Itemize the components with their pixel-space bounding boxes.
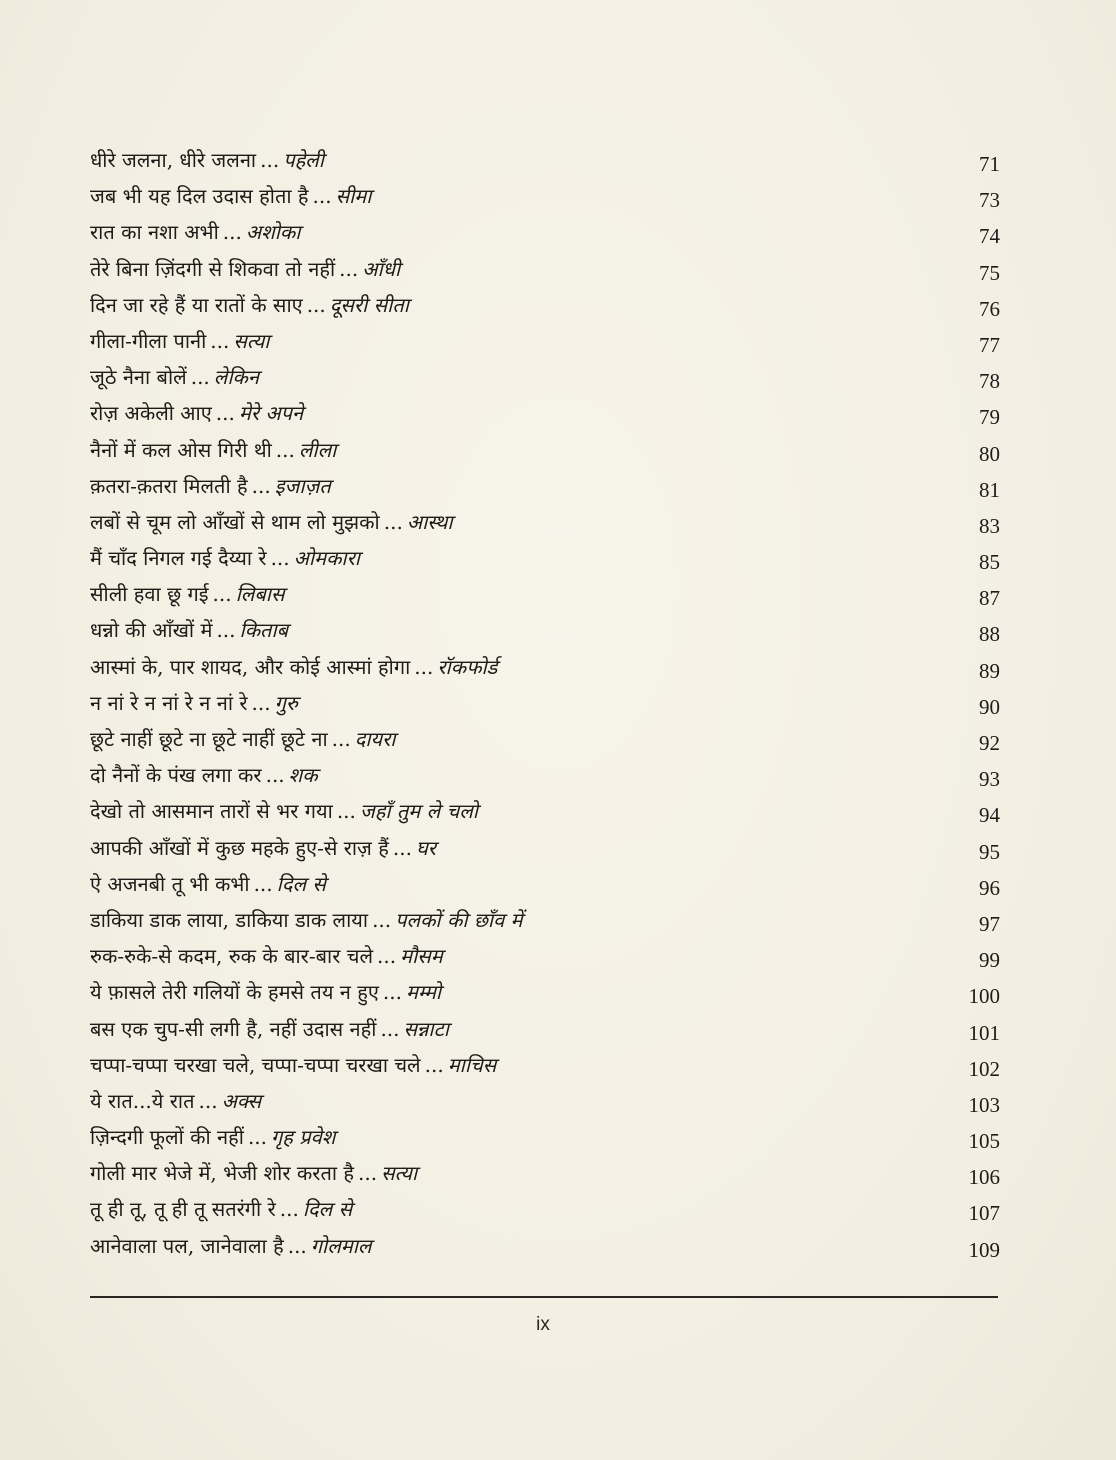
entry-text <box>90 685 940 721</box>
toc-entry <box>90 1047 1000 1083</box>
song-title: छूटे नाहीं छूटे ना छूटे नाहीं छूटे ना <box>90 727 328 751</box>
entry-text <box>90 902 940 938</box>
entry-text <box>90 649 940 685</box>
film-name: रॉकफोर्ड <box>437 654 498 679</box>
entry-separator: ... <box>275 437 295 462</box>
entry-separator: ... <box>247 1125 268 1150</box>
entry-separator: ... <box>372 907 392 932</box>
toc-entry <box>90 793 1000 829</box>
film-name: शक <box>288 763 318 788</box>
entry-separator: ... <box>251 473 271 498</box>
table-of-contents <box>90 142 1000 1264</box>
page-number-ref: 109 <box>968 1237 1000 1262</box>
page-number-ref: 81 <box>979 477 1000 502</box>
toc-entry <box>90 1191 1000 1227</box>
toc-entry <box>90 323 1000 359</box>
entry-separator: ... <box>392 835 412 860</box>
entry-text <box>90 359 940 395</box>
song-title: ज़िन्दगी फूलों की नहीं <box>90 1125 244 1150</box>
film-name: गुरु <box>274 690 298 715</box>
entry-separator: ... <box>339 256 359 281</box>
toc-entry <box>90 974 1000 1010</box>
film-name: सत्या <box>381 1161 418 1186</box>
entry-text <box>90 1228 940 1264</box>
toc-entry <box>90 1011 1000 1047</box>
page-number-ref: 83 <box>979 513 1000 538</box>
entry-text <box>90 142 940 178</box>
entry-text <box>90 214 940 250</box>
entry-separator: ... <box>336 799 356 824</box>
entry-text <box>90 1155 940 1191</box>
page-number-ref: 79 <box>979 405 1000 430</box>
page-number-ref: 90 <box>979 694 1000 719</box>
toc-entry <box>90 468 1000 504</box>
entry-text <box>90 757 940 793</box>
song-title: तू ही तू, तू ही तू सतरंगी रे <box>90 1197 276 1222</box>
film-name: पलकों की छाँव में <box>395 907 523 932</box>
film-name: गोलमाल <box>310 1233 372 1258</box>
toc-entry <box>90 685 1000 721</box>
entry-text <box>90 287 940 323</box>
song-title: गीला-गीला पानी <box>90 328 207 353</box>
film-name: सीमा <box>335 184 372 209</box>
page-number-ref: 97 <box>979 911 1000 936</box>
song-title: ये फ़ासले तेरी गलियों के हमसे तय न हुए <box>90 980 379 1005</box>
film-name: इजाज़त <box>274 473 331 498</box>
film-name: मम्मो <box>406 980 442 1005</box>
toc-entry <box>90 938 1000 974</box>
entry-separator: ... <box>358 1161 378 1186</box>
toc-entry <box>90 142 1000 178</box>
toc-entry <box>90 178 1000 214</box>
page-number-ref: 107 <box>968 1201 1000 1226</box>
song-title: ऐ अजनबी तू भी कभी <box>90 871 250 896</box>
entry-text <box>90 1047 940 1083</box>
page-number-ref: 71 <box>979 152 1000 176</box>
entry-separator: ... <box>312 184 332 209</box>
song-title: मैं चाँद निगल गई दैय्या रे <box>90 546 267 571</box>
entry-separator: ... <box>216 618 236 643</box>
entry-separator: ... <box>270 546 290 571</box>
entry-separator: ... <box>210 328 230 353</box>
song-title: धन्नो की आँखों में <box>90 618 213 643</box>
song-title: रुक-रुके-से कदम, रुक के बार-बार चले <box>90 944 374 969</box>
entry-separator: ... <box>377 944 397 969</box>
song-title: देखो तो आसमान तारों से भर गया <box>90 799 333 824</box>
film-name: लिबास <box>235 582 285 607</box>
entry-text <box>90 395 940 431</box>
toc-entry <box>90 757 1000 793</box>
toc-entry <box>90 1155 1000 1191</box>
film-name: अक्स <box>221 1088 262 1113</box>
entry-text <box>90 793 940 829</box>
entry-text <box>90 504 940 540</box>
film-name: दूसरी सीता <box>329 292 409 317</box>
song-title: नैनों में कल ओस गिरी थी <box>90 437 272 462</box>
toc-entry <box>90 1083 1000 1119</box>
toc-entry <box>90 359 1000 395</box>
film-name: दिल से <box>302 1197 353 1222</box>
entry-separator: ... <box>251 690 271 715</box>
film-name: जहाँ तुम ले चलो <box>359 799 478 824</box>
page-number-ref: 75 <box>979 260 1000 285</box>
song-title: आपकी आँखों में कुछ महके हुए-से राज़ हैं <box>90 835 389 860</box>
song-title: चप्पा-चप्पा चरखा चले, चप्पा-चप्पा चरखा चले <box>90 1052 421 1077</box>
entry-separator: ... <box>253 871 273 896</box>
page-number-ref: 95 <box>979 839 1000 864</box>
song-title: डाकिया डाक लाया, डाकिया डाक लाया <box>90 907 369 932</box>
film-name: दिल से <box>276 871 326 896</box>
toc-entry <box>90 866 1000 902</box>
film-name: ओमकारा <box>293 546 360 571</box>
film-name: लीला <box>298 437 337 462</box>
entry-separator: ... <box>306 292 326 317</box>
toc-entry <box>90 504 1000 540</box>
film-name: लेकिन <box>213 365 259 390</box>
song-title: ये रात...ये रात <box>90 1088 195 1113</box>
page-number-ref: 77 <box>979 332 1000 357</box>
page-number-ref: 105 <box>968 1129 1000 1154</box>
toc-entry <box>90 576 1000 612</box>
toc-entry <box>90 612 1000 648</box>
entry-separator: ... <box>260 148 280 172</box>
entry-text <box>90 1083 940 1119</box>
entry-separator: ... <box>331 727 351 751</box>
toc-entry <box>90 1228 1000 1264</box>
entry-separator: ... <box>212 582 232 607</box>
entry-text <box>90 1191 940 1227</box>
film-name: मौसम <box>400 944 443 969</box>
page-number-ref: 94 <box>979 803 1000 828</box>
film-name: दायरा <box>354 727 396 751</box>
song-title: धीरे जलना, धीरे जलना <box>90 148 257 172</box>
film-name: सन्नाटा <box>403 1016 449 1041</box>
page-number-ref: 73 <box>979 188 1000 213</box>
entry-text <box>90 432 940 468</box>
entry-text <box>90 721 940 757</box>
song-title: गोली मार भेजे में, भेजी शोर करता है <box>90 1161 354 1186</box>
song-title: जब भी यह दिल उदास होता है <box>90 184 309 209</box>
song-title: जूठे नैना बोलें <box>90 365 187 390</box>
entry-separator: ... <box>380 1016 400 1041</box>
page-number-ref: 74 <box>979 224 1000 249</box>
page-number-ref: 93 <box>979 767 1000 792</box>
page-number-ref: 80 <box>979 441 1000 466</box>
page-number-ref: 88 <box>979 622 1000 647</box>
toc-entry <box>90 540 1000 576</box>
entry-separator: ... <box>279 1197 299 1222</box>
song-title: क़तरा-क़तरा मिलती है <box>90 473 248 498</box>
entry-text <box>90 576 940 612</box>
film-name: मेरे अपने <box>238 401 304 426</box>
entry-separator: ... <box>287 1233 307 1258</box>
page-number-ref: 102 <box>968 1056 1000 1081</box>
entry-text <box>90 938 940 974</box>
page-number-ref: 100 <box>968 984 1000 1009</box>
entry-text <box>90 830 940 866</box>
song-title: न नां रे न नां रे न नां रे <box>90 690 248 715</box>
entry-separator: ... <box>215 401 235 426</box>
film-name: अशोका <box>245 220 301 245</box>
film-name: आस्था <box>406 509 453 534</box>
page-number-ref: 87 <box>979 586 1000 611</box>
song-title: रोज़ अकेली आए <box>90 401 212 426</box>
song-title: रात का नशा अभी <box>90 220 219 245</box>
toc-entry <box>90 432 1000 468</box>
toc-entry <box>90 395 1000 431</box>
entry-text <box>90 612 940 648</box>
entry-separator: ... <box>424 1052 444 1077</box>
song-title: तेरे बिना ज़िंदगी से शिकवा तो नहीं <box>90 256 336 281</box>
entry-separator: ... <box>198 1088 218 1113</box>
song-title: दिन जा रहे हैं या रातों के साए <box>90 292 303 317</box>
song-title: दो नैनों के पंख लगा कर <box>90 763 262 788</box>
entry-text <box>90 251 940 287</box>
song-title: लबों से चूम लो आँखों से थाम लो मुझको <box>90 509 380 534</box>
entry-separator: ... <box>383 509 403 534</box>
toc-entry <box>90 649 1000 685</box>
page-number: ix <box>536 1314 550 1335</box>
entry-text <box>90 1119 940 1155</box>
entry-separator: ... <box>190 365 210 390</box>
film-name: आँधी <box>362 256 401 281</box>
song-title: आनेवाला पल, जानेवाला है <box>90 1233 284 1258</box>
page-number-ref: 103 <box>968 1092 1000 1117</box>
entry-text <box>90 540 940 576</box>
song-title: बस एक चुप-सी लगी है, नहीं उदास नहीं <box>90 1016 377 1041</box>
entry-text <box>90 1011 940 1047</box>
page-number-ref: 106 <box>968 1165 1000 1190</box>
song-title: आस्मां के, पार शायद, और कोई आस्मां होगा <box>90 654 411 679</box>
page-number-ref: 99 <box>979 948 1000 973</box>
film-name: घर <box>415 835 436 860</box>
entry-separator: ... <box>382 980 402 1005</box>
toc-entry <box>90 721 1000 757</box>
toc-entry <box>90 830 1000 866</box>
page-number-ref: 78 <box>979 369 1000 394</box>
toc-entry <box>90 251 1000 287</box>
entry-text <box>90 178 940 214</box>
page-number-ref: 89 <box>979 658 1000 683</box>
entry-text <box>90 866 940 902</box>
song-title: सीली हवा छू गई <box>90 582 209 607</box>
film-name: गृह प्रवेश <box>271 1125 336 1150</box>
toc-entry <box>90 287 1000 323</box>
entry-text <box>90 468 940 504</box>
entry-separator: ... <box>414 654 434 679</box>
page-number-ref: 92 <box>979 731 1000 755</box>
film-name: किताब <box>239 618 289 643</box>
entry-separator: ... <box>265 763 285 788</box>
page-number-ref: 101 <box>968 1020 1000 1045</box>
entry-text <box>90 323 940 359</box>
film-name: माचिस <box>447 1052 497 1077</box>
toc-entry <box>90 214 1000 250</box>
entry-separator: ... <box>222 220 242 245</box>
film-name: पहेली <box>283 148 324 172</box>
page-number-ref: 85 <box>979 550 1000 575</box>
page-number-ref: 76 <box>979 296 1000 321</box>
film-name: सत्या <box>233 328 270 353</box>
footer-rule <box>90 1296 998 1298</box>
entry-text <box>90 974 940 1010</box>
toc-entry <box>90 1119 1000 1155</box>
toc-entry <box>90 902 1000 938</box>
page-number-ref: 96 <box>979 875 1000 900</box>
